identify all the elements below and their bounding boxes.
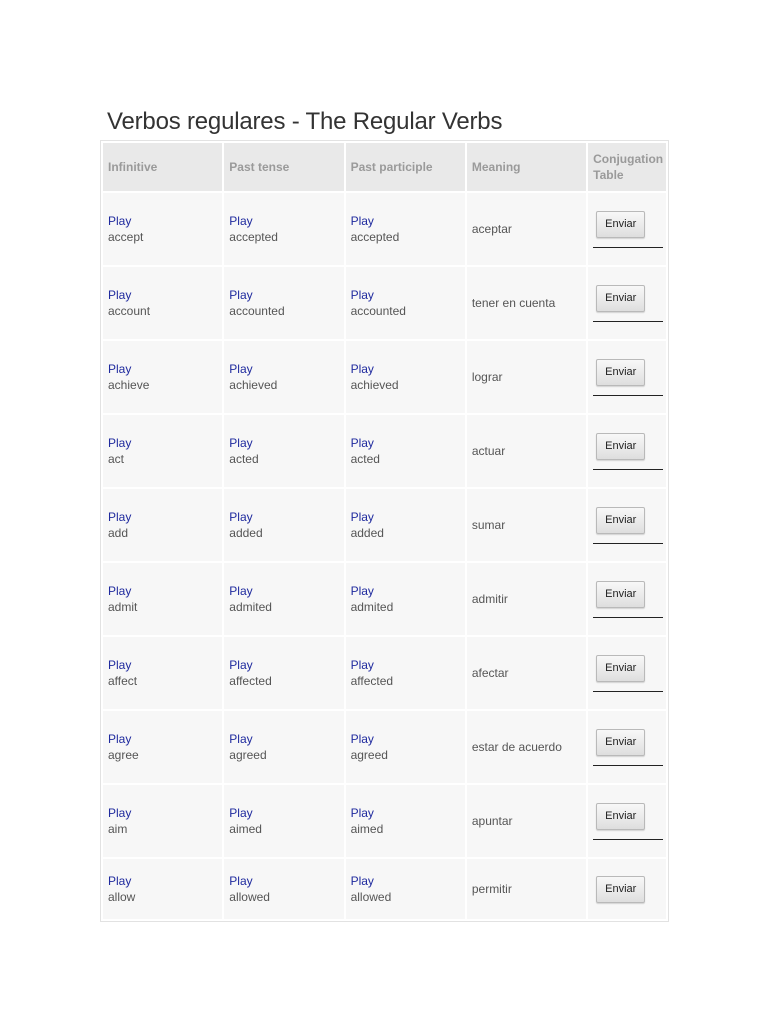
conjugation-divider <box>593 839 663 840</box>
enviar-button[interactable]: Enviar <box>596 729 645 756</box>
infinitive-text: admit <box>108 600 138 614</box>
play-past-tense-link[interactable]: Play <box>229 732 253 746</box>
infinitive-text: act <box>108 452 125 466</box>
conjugation-cell <box>588 193 666 265</box>
play-infinitive-link[interactable]: Play <box>108 806 132 820</box>
enviar-button[interactable]: Enviar <box>596 581 645 608</box>
play-past-tense-link[interactable]: Play <box>229 584 253 598</box>
play-past-participle-link[interactable]: Play <box>350 806 374 820</box>
play-past-tense-link[interactable]: Play <box>229 362 253 376</box>
conjugation-divider <box>593 617 663 618</box>
conjugation-cell <box>588 637 666 709</box>
table-row <box>103 267 666 339</box>
conjugation-divider <box>593 765 663 766</box>
play-past-participle-link[interactable]: Play <box>350 510 374 524</box>
conjugation-cell <box>588 563 666 635</box>
play-past-participle-link[interactable]: Play <box>350 584 374 598</box>
infinitive-text: add <box>108 526 129 540</box>
enviar-button[interactable]: Enviar <box>596 507 645 534</box>
play-past-participle-link[interactable]: Play <box>350 436 374 450</box>
table-row <box>103 859 666 919</box>
table-row <box>103 563 666 635</box>
conjugation-cell <box>588 341 666 413</box>
infinitive-cell <box>103 785 222 857</box>
infinitive-cell <box>103 489 222 561</box>
table-row <box>103 193 666 265</box>
conjugation-cell <box>588 711 666 783</box>
past-tense-text: acted <box>229 452 259 466</box>
infinitive-cell <box>103 267 222 339</box>
meaning-cell: aceptar <box>467 193 586 265</box>
header-past-participle: Past participle <box>346 143 465 191</box>
past-tense-text: allowed <box>229 890 270 904</box>
past-tense-text: added <box>229 526 263 540</box>
past-participle-text: accepted <box>350 230 400 244</box>
play-infinitive-link[interactable]: Play <box>108 510 132 524</box>
table-row <box>103 341 666 413</box>
past-tense-cell <box>224 563 343 635</box>
table-row <box>103 637 666 709</box>
past-participle-cell <box>346 711 465 783</box>
infinitive-text: agree <box>108 748 139 762</box>
meaning-cell: apuntar <box>467 785 586 857</box>
meaning-cell: estar de acuerdo <box>467 711 586 783</box>
play-past-tense-link[interactable]: Play <box>229 874 253 888</box>
header-infinitive: Infinitive <box>103 143 222 191</box>
meaning-cell: permitir <box>467 859 586 919</box>
enviar-button[interactable]: Enviar <box>596 655 645 682</box>
past-participle-cell <box>346 341 465 413</box>
conjugation-cell <box>588 267 666 339</box>
past-tense-cell <box>224 193 343 265</box>
past-tense-cell <box>224 711 343 783</box>
meaning-cell: tener en cuenta <box>467 267 586 339</box>
past-participle-cell <box>346 489 465 561</box>
play-past-participle-link[interactable]: Play <box>350 732 374 746</box>
header-past-tense: Past tense <box>224 143 343 191</box>
play-infinitive-link[interactable]: Play <box>108 436 132 450</box>
table-row <box>103 785 666 857</box>
play-past-participle-link[interactable]: Play <box>350 874 374 888</box>
infinitive-text: achieve <box>108 378 150 392</box>
infinitive-text: account <box>108 304 151 318</box>
past-tense-text: aimed <box>229 822 262 836</box>
infinitive-cell <box>103 415 222 487</box>
meaning-cell: actuar <box>467 415 586 487</box>
infinitive-cell <box>103 637 222 709</box>
play-infinitive-link[interactable]: Play <box>108 362 132 376</box>
play-past-tense-link[interactable]: Play <box>229 214 253 228</box>
past-tense-cell <box>224 785 343 857</box>
meaning-cell: lograr <box>467 341 586 413</box>
infinitive-text: aim <box>108 822 128 836</box>
verbs-table <box>100 140 669 922</box>
play-past-participle-link[interactable]: Play <box>350 214 374 228</box>
conjugation-cell <box>588 415 666 487</box>
meaning-cell: afectar <box>467 637 586 709</box>
past-tense-text: accounted <box>229 304 285 318</box>
table-row <box>103 415 666 487</box>
infinitive-cell <box>103 341 222 413</box>
infinitive-cell <box>103 859 222 919</box>
enviar-button[interactable]: Enviar <box>596 433 645 460</box>
past-tense-cell <box>224 637 343 709</box>
infinitive-text: accept <box>108 230 144 244</box>
past-participle-cell <box>346 637 465 709</box>
past-tense-text: admited <box>229 600 272 614</box>
past-participle-text: acted <box>350 452 380 466</box>
conjugation-cell <box>588 489 666 561</box>
play-past-tense-link[interactable]: Play <box>229 658 253 672</box>
meaning-cell: sumar <box>467 489 586 561</box>
play-infinitive-link[interactable]: Play <box>108 874 132 888</box>
conjugation-divider <box>593 321 663 322</box>
past-participle-cell <box>346 193 465 265</box>
play-infinitive-link[interactable]: Play <box>108 732 132 746</box>
play-past-participle-link[interactable]: Play <box>350 658 374 672</box>
play-past-tense-link[interactable]: Play <box>229 806 253 820</box>
past-tense-cell <box>224 415 343 487</box>
past-participle-text: aimed <box>350 822 384 836</box>
past-participle-cell <box>346 415 465 487</box>
play-infinitive-link[interactable]: Play <box>108 214 132 228</box>
past-participle-cell <box>346 563 465 635</box>
play-infinitive-link[interactable]: Play <box>108 288 132 302</box>
past-participle-cell <box>346 267 465 339</box>
past-participle-text: achieved <box>350 378 399 392</box>
page-title: Verbos regulares - The Regular Verbs <box>107 108 503 135</box>
conjugation-divider <box>593 395 663 396</box>
header-conjugation-table: Conjugation Table <box>588 143 666 191</box>
past-tense-text: affected <box>229 674 272 688</box>
table-header-row <box>103 143 666 191</box>
conjugation-cell <box>588 785 666 857</box>
infinitive-text: allow <box>108 890 136 904</box>
enviar-button[interactable]: Enviar <box>596 803 645 830</box>
past-participle-text: added <box>350 526 384 540</box>
conjugation-divider <box>593 247 663 248</box>
meaning-cell: admitir <box>467 563 586 635</box>
conjugation-divider <box>593 691 663 692</box>
enviar-button[interactable]: Enviar <box>596 876 645 903</box>
past-participle-text: admited <box>350 600 394 614</box>
play-past-tense-link[interactable]: Play <box>229 436 253 450</box>
enviar-button[interactable]: Enviar <box>596 285 645 312</box>
table-row <box>103 711 666 783</box>
conjugation-divider <box>593 543 663 544</box>
past-tense-cell <box>224 859 343 919</box>
conjugation-divider <box>593 469 663 470</box>
play-past-participle-link[interactable]: Play <box>350 288 374 302</box>
verbs-table-body <box>103 193 666 919</box>
infinitive-cell <box>103 563 222 635</box>
past-participle-text: affected <box>350 674 394 688</box>
table-row <box>103 489 666 561</box>
past-tense-cell <box>224 267 343 339</box>
infinitive-cell <box>103 711 222 783</box>
past-participle-cell <box>346 785 465 857</box>
past-participle-text: agreed <box>350 748 388 762</box>
past-tense-text: achieved <box>229 378 278 392</box>
play-infinitive-link[interactable]: Play <box>108 658 132 672</box>
conjugation-cell <box>588 859 666 919</box>
infinitive-text: affect <box>108 674 138 688</box>
play-past-tense-link[interactable]: Play <box>229 288 253 302</box>
play-infinitive-link[interactable]: Play <box>108 584 132 598</box>
past-participle-text: allowed <box>350 890 392 904</box>
play-past-tense-link[interactable]: Play <box>229 510 253 524</box>
past-tense-text: accepted <box>229 230 278 244</box>
enviar-button[interactable]: Enviar <box>596 211 645 238</box>
past-tense-cell <box>224 489 343 561</box>
header-meaning: Meaning <box>467 143 586 191</box>
play-past-participle-link[interactable]: Play <box>350 362 374 376</box>
infinitive-cell <box>103 193 222 265</box>
past-tense-cell <box>224 341 343 413</box>
past-participle-text: accounted <box>350 304 406 318</box>
past-participle-cell <box>346 859 465 919</box>
enviar-button[interactable]: Enviar <box>596 359 645 386</box>
past-tense-text: agreed <box>229 748 267 762</box>
